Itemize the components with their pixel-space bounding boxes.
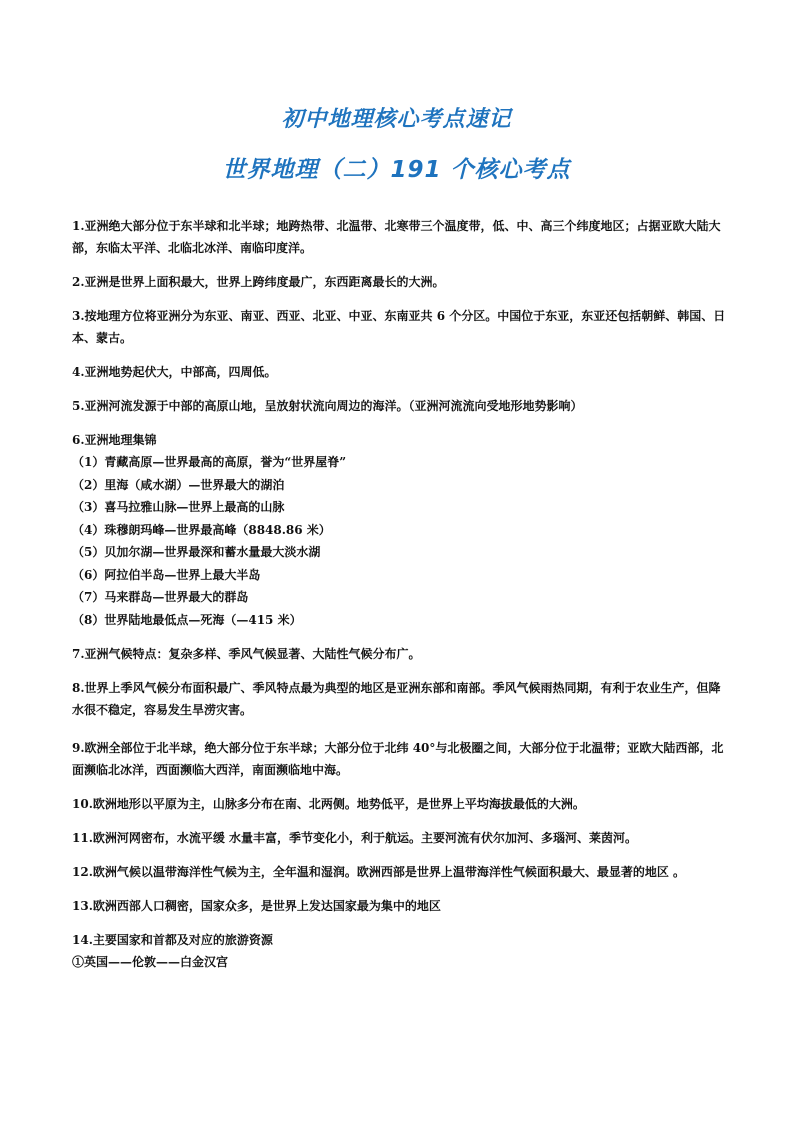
list-item: （3）喜马拉雅山脉—世界上最高的山脉: [72, 500, 285, 514]
list-item: （8）世界陆地最低点—死海（—415 米）: [72, 612, 302, 627]
point-7: 7.亚洲气候特点：复杂多样、季风气候显著、大陆性气候分布广。: [72, 647, 421, 661]
document-body: [72, 215, 732, 974]
point-6-list: [72, 429, 732, 631]
point-1: 1.亚洲绝大部分位于东半球和北半球；地跨热带、北温带、北寒带三个温度带，低、中、高三个纬度地区；占据亚欧大陆大部，东临太平洋、北临北冰洋、南临印度洋。: [72, 219, 721, 255]
list-item: ①英国——伦敦——白金汉宫: [72, 955, 229, 969]
point-14-list: [72, 929, 732, 974]
point-9: 9.欧洲全部位于北半球，绝大部分位于东半球；大部分位于北纬 40°与北极圈之间，大部分位于北温带；亚欧大陆西部，北面濒临北冰洋，西面濒临大西洋，南面濒临地中海。: [72, 741, 724, 777]
document-subtitle: 世界地理（二）191 个核心考点: [222, 157, 571, 183]
list-item: （1）青藏高原—世界最高的高原，誉为“世界屋脊”: [72, 455, 347, 469]
list-item: （6）阿拉伯半岛—世界上最大半岛: [72, 567, 261, 582]
point-8: 8.世界上季风气候分布面积最广、季风特点最为典型的地区是亚洲东部和南部。季风气候雨热同期，有利于农业生产，但降水很不稳定，容易发生旱涝灾害。: [72, 681, 721, 717]
point-13: 13.欧洲西部人口稠密，国家众多，是世界上发达国家最为集中的地区: [72, 899, 441, 913]
point-5: 5.亚洲河流发源于中部的高原山地，呈放射状流向周边的海洋。（亚洲河流流向受地形地势影响）: [72, 399, 583, 413]
document-title: 初中地理核心考点速记: [281, 107, 512, 132]
list-item: （2）里海（咸水湖）—世界最大的湖泊: [72, 477, 285, 492]
point-10: 10.欧洲地形以平原为主，山脉多分布在南、北两侧。地势低平，是世界上平均海拔最低的大洲。: [72, 797, 585, 811]
list-item: （5）贝加尔湖—世界最深和蓄水量最大淡水湖: [72, 545, 321, 559]
point-6-heading: 6.亚洲地理集锦: [72, 433, 157, 447]
list-item: （7）马来群岛—世界最大的群岛: [72, 590, 249, 604]
point-2: 2.亚洲是世界上面积最大，世界上跨纬度最广，东西距离最长的大洲。: [72, 275, 445, 289]
point-14-heading: 14.主要国家和首都及对应的旅游资源: [72, 933, 273, 947]
point-12: 12.欧洲气候以温带海洋性气候为主，全年温和湿润。欧洲西部是世界上温带海洋性气候面积最大、最显著的地区 。: [72, 865, 686, 879]
list-item: （4）珠穆朗玛峰—世界最高峰（8848.86 米）: [72, 522, 331, 537]
point-3: 3.按地理方位将亚洲分为东亚、南亚、西亚、北亚、中亚、东南亚共 6 个分区。中国位于东亚，东亚还包括朝鲜、韩国、日本、蒙古。: [72, 309, 726, 345]
point-4: 4.亚洲地势起伏大，中部高，四周低。: [72, 365, 277, 379]
point-11: 11.欧洲河网密布，水流平缓 水量丰富，季节变化小，利于航运。主要河流有伏尔加河、多瑙河、莱茵河。: [72, 831, 638, 845]
